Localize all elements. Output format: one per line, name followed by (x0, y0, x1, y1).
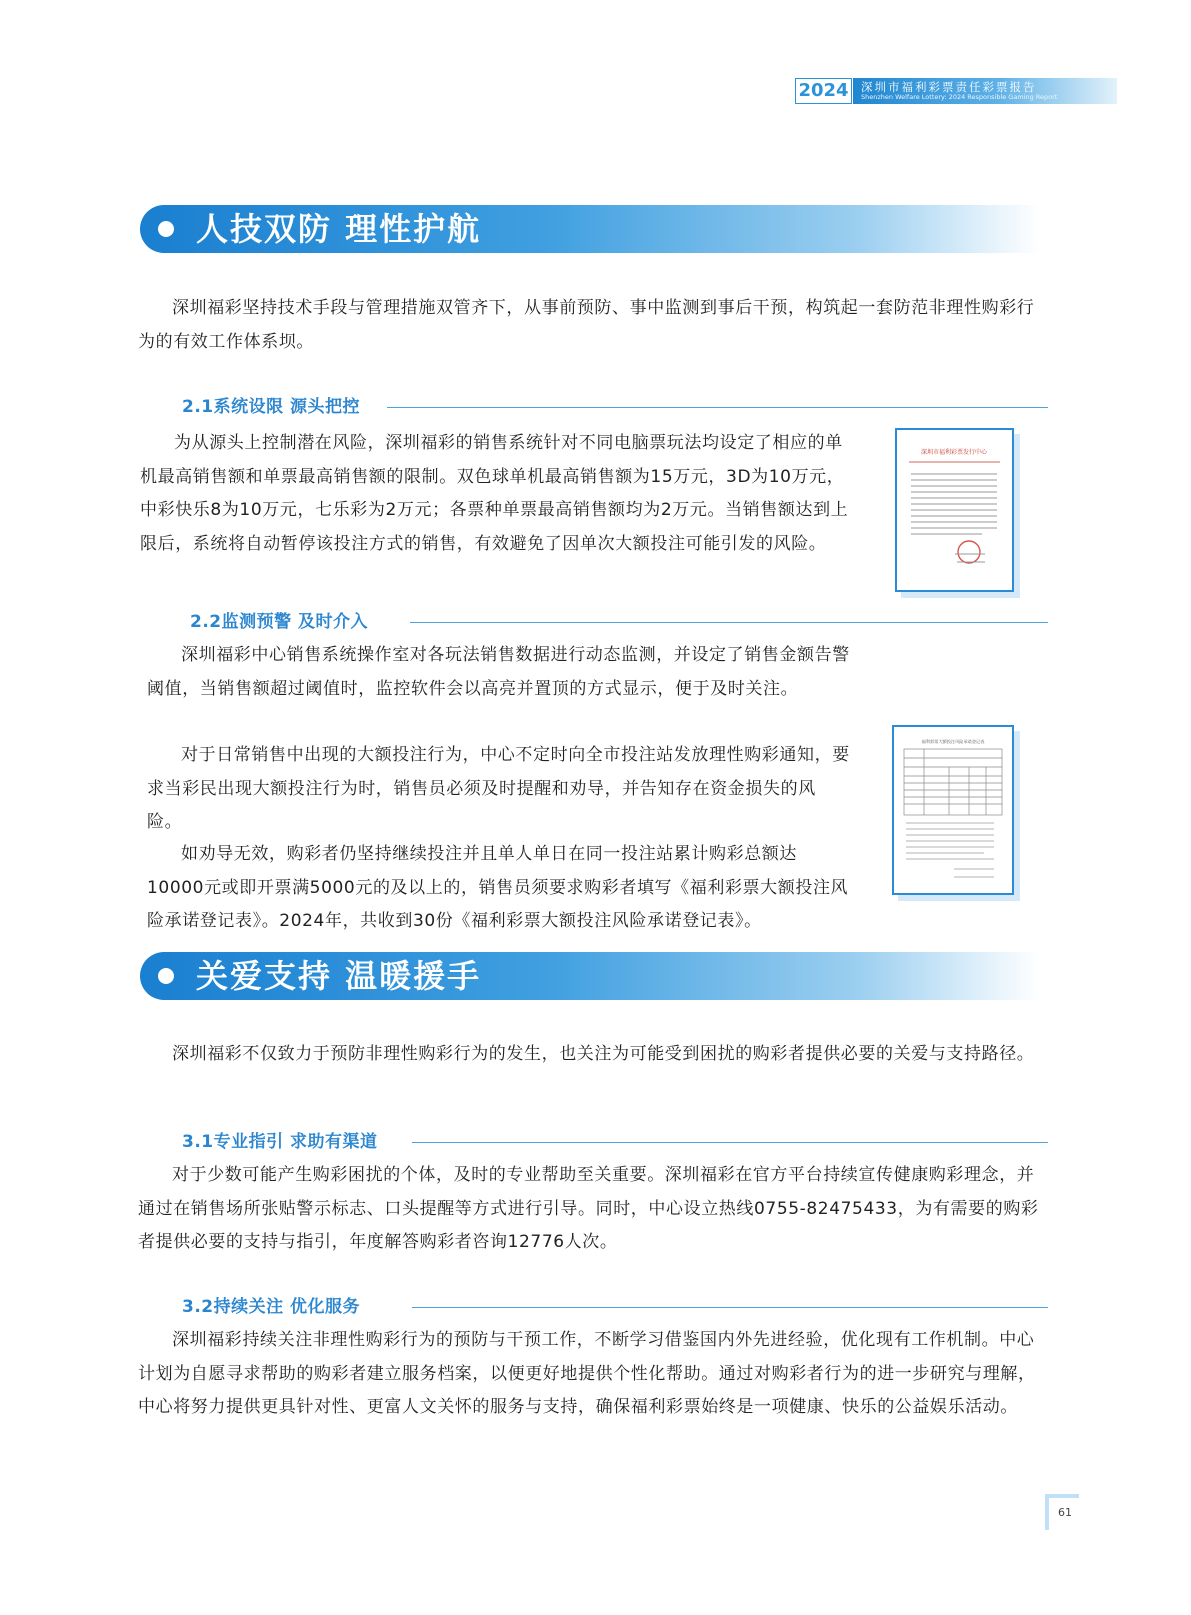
heading-rule (410, 622, 1048, 623)
doc-heading: 福利彩票大额投注风险承诺登记表 (921, 739, 985, 744)
section-intro: 深圳福彩不仅致力于预防非理性购彩行为的发生，也关注为可能受到困扰的购彩者提供必要的关爱与支持路径。 (172, 1044, 1035, 1064)
heading-rule (412, 1307, 1048, 1308)
header-title-cn: 深圳市福利彩票责任彩票报告 (861, 80, 1037, 94)
section-intro: 深圳福彩坚持技术手段与管理措施双管齐下，从事前预防、事中监测到事后干预，构筑起一套防范非理性购彩行为的有效工作体系坝。 (138, 298, 1035, 352)
section-title: 关爱支持 温暖援手 (196, 957, 482, 995)
subsection-heading (190, 610, 1048, 634)
subsection-title: 3.1专业指引 求助有渠道 (182, 1132, 378, 1152)
paragraph: 为从源头上控制潜在风险，深圳福彩的销售系统针对不同电脑票玩法均设定了相应的单机最高销售额和单票最高销售额的限制。双色球单机最高销售额为15万元，3D为10万元，中彩快乐8为10万元，七乐彩为2万元；各票种单票最高销售额均为2万元。当销售额达到上限后，系统将自动暂停该投注方式的销售，有效避免了因单次大额投注可能引发的风险。 (140, 433, 849, 554)
page-number: 61 (1058, 1506, 1072, 1519)
header-title-bar (853, 78, 1117, 104)
subsection-title: 2.2监测预警 及时介入 (190, 612, 369, 632)
section-banner-care-support (140, 952, 1040, 1000)
section-banner-tech-defense (140, 205, 1040, 253)
paragraph: 对于日常销售中出现的大额投注行为，中心不定时向全市投注站发放理性购彩通知，要求当彩民出现大额投注行为时，销售员必须及时提醒和劝导，并告知存在资金损失的风险。 (147, 745, 850, 832)
paragraph: 深圳福彩持续关注非理性购彩行为的预防与干预工作，不断学习借鉴国内外先进经验，优化现有工作机制。中心计划为自愿寻求帮助的购彩者建立服务档案，以便更好地提供个性化帮助。通过对购彩者行为的进一步研究与理解，中心将努力提供更具针对性、更富人文关怀的服务与支持，确保福利彩票始终是一项健康、快乐的公益娱乐活动。 (138, 1330, 1036, 1417)
report-header (795, 78, 1117, 104)
subsection-title: 2.1系统设限 源头把控 (182, 397, 361, 417)
banner-bullet-icon (158, 968, 174, 984)
subsection-heading (182, 1295, 1048, 1319)
document-thumbnail-form (892, 725, 1014, 895)
paragraph: 如劝导无效，购彩者仍坚持继续投注并且单人单日在同一投注站累计购彩总额达10000元或即开票满5000元的及以上的，销售员须要求购彩者填写《福利彩票大额投注风险承诺登记表》。2024年，共收到30份《福利彩票大额投注风险承诺登记表》。 (147, 844, 849, 931)
paragraph: 对于少数可能产生购彩困扰的个体，及时的专业帮助至关重要。深圳福彩在官方平台持续宣传健康购彩理念，并通过在销售场所张贴警示标志、口头提醒等方式进行引导。同时，中心设立热线0755-82475433，为有需要的购彩者提供必要的支持与指引，年度解答购彩者咨询12776人次。 (138, 1165, 1039, 1252)
subsection-title: 3.2持续关注 优化服务 (182, 1297, 361, 1317)
doc-heading: 深圳市福利彩票发行中心 (920, 449, 988, 456)
document-thumbnail-notice (895, 428, 1014, 592)
banner-bullet-icon (158, 221, 174, 237)
section-title: 人技双防 理性护航 (196, 210, 482, 248)
subsection-heading (182, 1130, 1048, 1154)
heading-rule (387, 407, 1048, 408)
paragraph: 深圳福彩中心销售系统操作室对各玩法销售数据进行动态监测，并设定了销售金额告警阈值，当销售额超过阈值时，监控软件会以高亮并置顶的方式显示，便于及时关注。 (147, 645, 850, 699)
subsection-heading (182, 395, 1048, 419)
heading-rule (412, 1142, 1048, 1143)
header-title-en: Shenzhen Welfare Lottery: 2024 Responsible Gaming Report (861, 93, 1058, 101)
header-year: 2024 (795, 78, 852, 104)
